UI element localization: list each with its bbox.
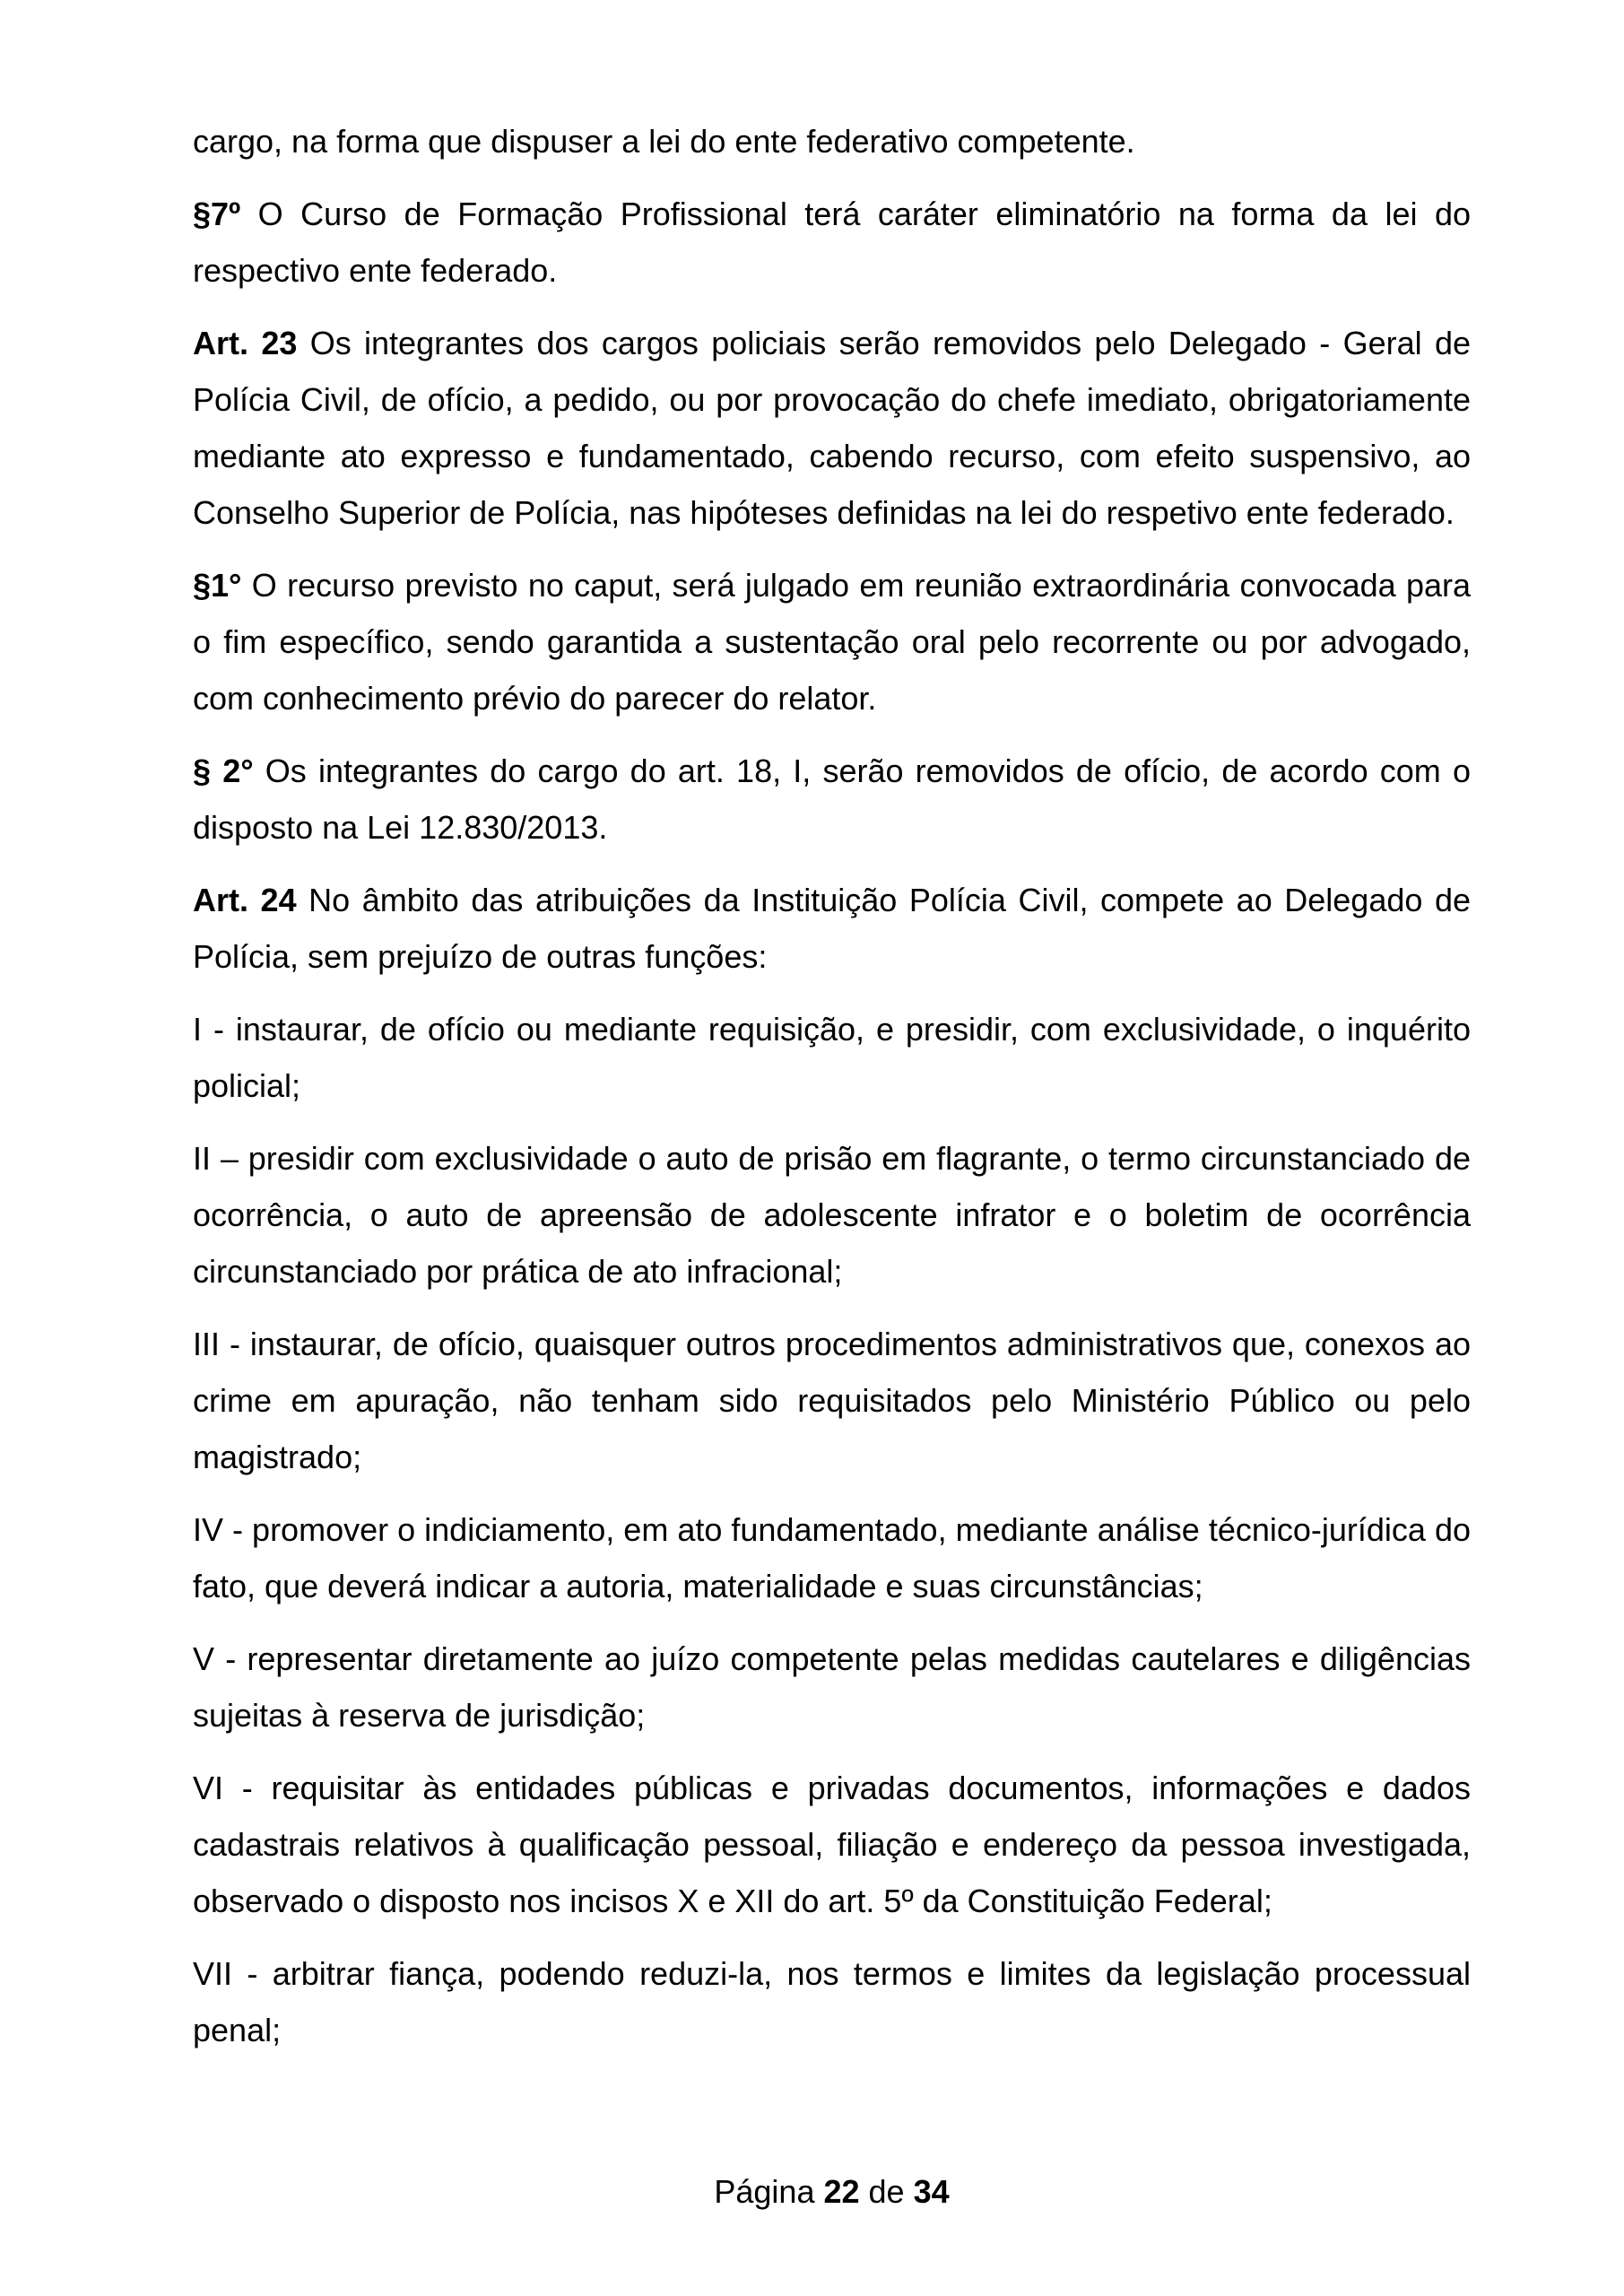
page-footer — [193, 2163, 1471, 2220]
paragraph-lead: § 2° — [193, 752, 254, 789]
paragraph-text: III - instaurar, de ofício, quaisquer outros procedimentos administrativos que, conexos ao crime em apuração, não tenham sido requisitados pelo Ministério Público ou pelo magistrado; — [193, 1326, 1471, 1475]
paragraph-lead: §7º — [193, 196, 241, 232]
paragraph-item-v — [193, 1631, 1471, 1744]
paragraph-item-iii — [193, 1316, 1471, 1485]
paragraph-text: IV - promover o indiciamento, em ato fundamentado, mediante análise técnico-jurídica do fato, que deverá indicar a autoria, materialidade e suas circunstâncias; — [193, 1511, 1471, 1605]
paragraph-text: VI - requisitar às entidades públicas e privadas documentos, informações e dados cadastrais relativos à qualificação pessoal, filiação e endereço da pessoa investigada, observado o disposto nos incisos X e XII do art. 5º da Constituição Federal; — [193, 1770, 1471, 1919]
paragraph-item-ii — [193, 1130, 1471, 1300]
paragraph-lead: Art. 23 — [193, 325, 298, 361]
paragraph-section-2 — [193, 743, 1471, 856]
paragraph-text: O recurso previsto no caput, será julgado em reunião extraordinária convocada para o fim específico, sendo garantida a sustentação oral pelo recorrente ou por advogado, com conhecimento prévio do parecer do relator. — [193, 567, 1471, 717]
paragraph-text: Os integrantes do cargo do art. 18, I, serão removidos de ofício, de acordo com o disposto na Lei 12.830/2013. — [193, 752, 1471, 846]
footer-current-page: 22 — [823, 2173, 860, 2210]
footer-prefix: Página — [714, 2173, 824, 2210]
paragraph-text: No âmbito das atribuições da Instituição Polícia Civil, compete ao Delegado de Polícia, sem prejuízo de outras funções: — [193, 882, 1471, 975]
paragraph-text: I - instaurar, de ofício ou mediante requisição, e presidir, com exclusividade, o inquérito policial; — [193, 1011, 1471, 1104]
paragraph-text: V - representar diretamente ao juízo competente pelas medidas cautelares e diligências sujeitas à reserva de jurisdição; — [193, 1640, 1471, 1734]
paragraph-lead: §1° — [193, 567, 242, 604]
footer-total-pages: 34 — [913, 2173, 950, 2210]
paragraph-item-i — [193, 1001, 1471, 1114]
paragraph-continuation — [193, 113, 1471, 170]
paragraph-item-vii — [193, 1945, 1471, 2058]
document-body — [193, 113, 1471, 2074]
paragraph-text: VII - arbitrar fiança, podendo reduzi-la, nos termos e limites da legislação processual penal; — [193, 1955, 1471, 2048]
paragraph-item-iv — [193, 1501, 1471, 1614]
paragraph-section-1 — [193, 557, 1471, 726]
paragraph-text: II – presidir com exclusividade o auto de prisão em flagrante, o termo circunstanciado de ocorrência, o auto de apreensão de adolescente infrator e o boletim de ocorrência circunstanciado por prática de ato infracional; — [193, 1140, 1471, 1290]
footer-separator: de — [859, 2173, 914, 2210]
paragraph-art-24 — [193, 872, 1471, 985]
paragraph-lead: Art. 24 — [193, 882, 297, 918]
paragraph-text: O Curso de Formação Profissional terá caráter eliminatório na forma da lei do respectivo ente federado. — [193, 196, 1471, 289]
paragraph-art-23 — [193, 315, 1471, 541]
paragraph-text: Os integrantes dos cargos policiais serão removidos pelo Delegado - Geral de Polícia Civil, de ofício, a pedido, ou por provocação do chefe imediato, obrigatoriamente mediante ato expresso e fundamentado, cabendo recurso, com efeito suspensivo, ao Conselho Superior de Polícia, nas hipóteses definidas na lei do respetivo ente federado. — [193, 325, 1471, 531]
paragraph-item-vi — [193, 1760, 1471, 1929]
paragraph-text: cargo, na forma que dispuser a lei do ente federativo competente. — [193, 123, 1135, 160]
paragraph-section-7 — [193, 186, 1471, 299]
